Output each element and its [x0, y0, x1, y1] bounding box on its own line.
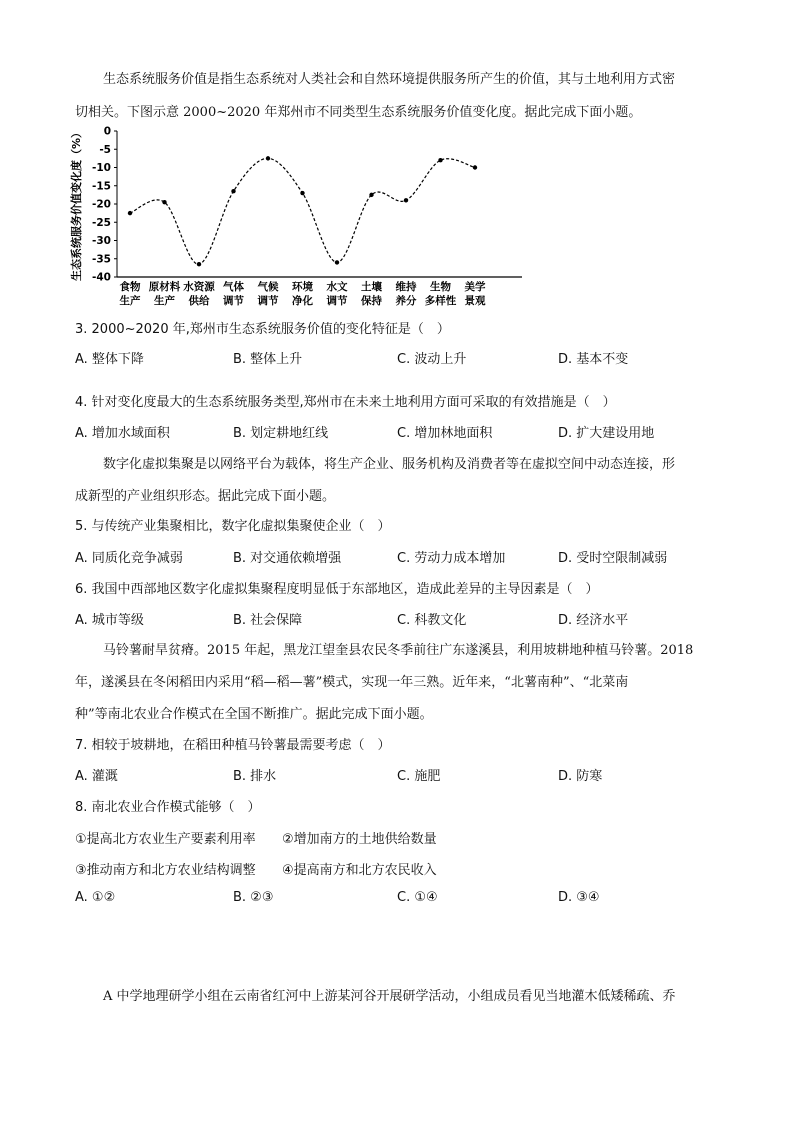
intro-3-line-2: 年，遂溪县在冬闲稻田内采用“稻—稻—薯”模式，实现一年三熟。近年来，“北薯南种”、“北菜南	[75, 675, 629, 690]
question-8-stem: 8. 南北农业合作模式能够（ ）	[75, 800, 261, 815]
x-category-label: 原材料	[148, 281, 181, 293]
data-point	[128, 211, 132, 215]
x-category-label: 保持	[361, 295, 382, 307]
q6-option-c[interactable]: C. 科教文化	[397, 613, 467, 628]
intro-1-line-2: 切相关。下图示意 2000~2020 年郑州市不同类型生态系统服务价值变化度。据此完成下面小题。	[75, 105, 642, 120]
q3-option-d[interactable]: D. 基本不变	[558, 352, 629, 367]
y-axis-label: 生态系统服务价值变化度（%）	[70, 126, 83, 282]
y-tick-label: -10	[92, 162, 111, 174]
ecosystem-service-value-chart	[66, 120, 536, 315]
data-point	[404, 198, 408, 202]
x-category-label: 多样性	[424, 295, 457, 307]
x-category-label: 生产	[154, 295, 175, 307]
q6-option-a[interactable]: A. 城市等级	[75, 613, 144, 628]
x-category-label: 调节	[326, 295, 348, 307]
q3-option-a[interactable]: A. 整体下降	[75, 352, 144, 367]
x-category-label: 净化	[292, 295, 313, 307]
y-tick-label: -30	[92, 235, 111, 247]
intro-1-line-1: 生态系统服务价值是指生态系统对人类社会和自然环境提供服务所产生的价值，其与土地利用方式密	[103, 72, 676, 87]
y-tick-label: -35	[92, 253, 111, 266]
data-point	[438, 158, 442, 162]
x-category-label: 生物	[430, 281, 451, 293]
x-category-label: 气候	[257, 281, 279, 293]
data-series-line	[130, 158, 475, 264]
data-point	[162, 200, 166, 204]
y-tick-label: -20	[92, 198, 111, 211]
data-point	[266, 156, 270, 160]
intro-4-line-1: A 中学地理研学小组在云南省红河中上游某河谷开展研学活动，小组成员看见当地灌木低矮稀疏、乔	[103, 989, 676, 1004]
question-3-stem: 3. 2000~2020 年,郑州市生态系统服务价值的变化特征是（ ）	[75, 322, 450, 337]
q3-option-c[interactable]: C. 波动上升	[397, 352, 467, 367]
question-4-stem: 4. 针对变化度最大的生态系统服务类型,郑州市在未来土地利用方面可采取的有效措施是（ ）	[75, 395, 616, 410]
intro-3-line-3: 种”等南北农业合作模式在全国不断推广。据此完成下面小题。	[75, 707, 433, 722]
data-point	[231, 189, 235, 193]
q4-option-a[interactable]: A. 增加水域面积	[75, 426, 170, 441]
question-7-stem: 7. 相较于坡耕地，在稻田种植马铃薯最需要考虑（ ）	[75, 738, 391, 753]
q8-statement-3: ③推动南方和北方农业结构调整	[75, 863, 256, 878]
q8-statement-1: ①提高北方农业生产要素利用率	[75, 832, 256, 847]
q8-option-d[interactable]: D. ③④	[558, 890, 600, 905]
x-category-label: 环境	[292, 281, 313, 293]
q8-option-c[interactable]: C. ①④	[397, 890, 438, 905]
x-category-label: 维持	[395, 281, 417, 293]
question-5-stem: 5. 与传统产业集聚相比，数字化虚拟集聚使企业（ ）	[75, 519, 391, 534]
q4-option-c[interactable]: C. 增加林地面积	[397, 426, 493, 441]
intro-2-line-2: 成新型的产业组织形态。据此完成下面小题。	[75, 489, 336, 504]
y-tick-label: -40	[92, 271, 111, 284]
intro-3-line-1: 马铃薯耐旱贫瘠。2015 年起，黑龙江望奎县农民冬季前往广东遂溪县，利用坡耕地种植马铃薯。2018	[103, 643, 694, 658]
x-category-label: 景观	[464, 295, 486, 307]
x-category-label: 食物	[119, 281, 141, 293]
q6-option-b[interactable]: B. 社会保障	[233, 613, 303, 628]
data-point	[473, 165, 477, 169]
intro-2-line-1: 数字化虚拟集聚是以网络平台为载体，将生产企业、服务机构及消费者等在虚拟空间中动态连接，形	[103, 457, 676, 472]
x-category-label: 美学	[464, 281, 486, 293]
data-point	[369, 193, 373, 197]
question-6-stem: 6. 我国中西部地区数字化虚拟集聚程度明显低于东部地区，造成此差异的主导因素是（ ）	[75, 582, 599, 597]
q5-option-b[interactable]: B. 对交通依赖增强	[233, 551, 342, 566]
q4-option-d[interactable]: D. 扩大建设用地	[558, 426, 655, 441]
q8-statement-2: ②增加南方的土地供给数量	[282, 832, 437, 847]
q8-option-a[interactable]: A. ①②	[75, 890, 116, 905]
q4-option-b[interactable]: B. 划定耕地红线	[233, 426, 329, 441]
q8-option-b[interactable]: B. ②③	[233, 890, 274, 905]
y-tick-label: -15	[92, 180, 111, 193]
data-point	[335, 260, 339, 264]
q7-option-a[interactable]: A. 灌溉	[75, 769, 118, 784]
q6-option-d[interactable]: D. 经济水平	[558, 613, 629, 628]
y-tick-label: 0	[103, 125, 111, 138]
q7-option-d[interactable]: D. 防寒	[558, 769, 603, 784]
x-category-label: 水文	[326, 281, 348, 293]
data-point	[300, 191, 304, 195]
y-tick-label: -25	[92, 216, 111, 229]
x-category-label: 调节	[223, 295, 244, 307]
x-category-label: 调节	[257, 295, 279, 307]
x-category-label: 水资源	[183, 281, 215, 293]
q5-option-d[interactable]: D. 受时空限制减弱	[558, 551, 668, 566]
x-category-label: 供给	[188, 295, 210, 307]
q5-option-c[interactable]: C. 劳动力成本增加	[397, 551, 506, 566]
q7-option-c[interactable]: C. 施肥	[397, 769, 441, 784]
x-category-label: 气体	[223, 281, 244, 293]
data-point	[197, 262, 201, 266]
y-tick-label: -5	[99, 143, 111, 156]
x-category-label: 土壤	[361, 281, 382, 293]
q3-option-b[interactable]: B. 整体上升	[233, 352, 303, 367]
q7-option-b[interactable]: B. 排水	[233, 769, 277, 784]
q5-option-a[interactable]: A. 同质化竞争减弱	[75, 551, 183, 566]
q8-statement-4: ④提高南方和北方农民收入	[282, 863, 437, 878]
x-category-label: 养分	[395, 295, 417, 307]
x-category-label: 生产	[119, 295, 141, 307]
